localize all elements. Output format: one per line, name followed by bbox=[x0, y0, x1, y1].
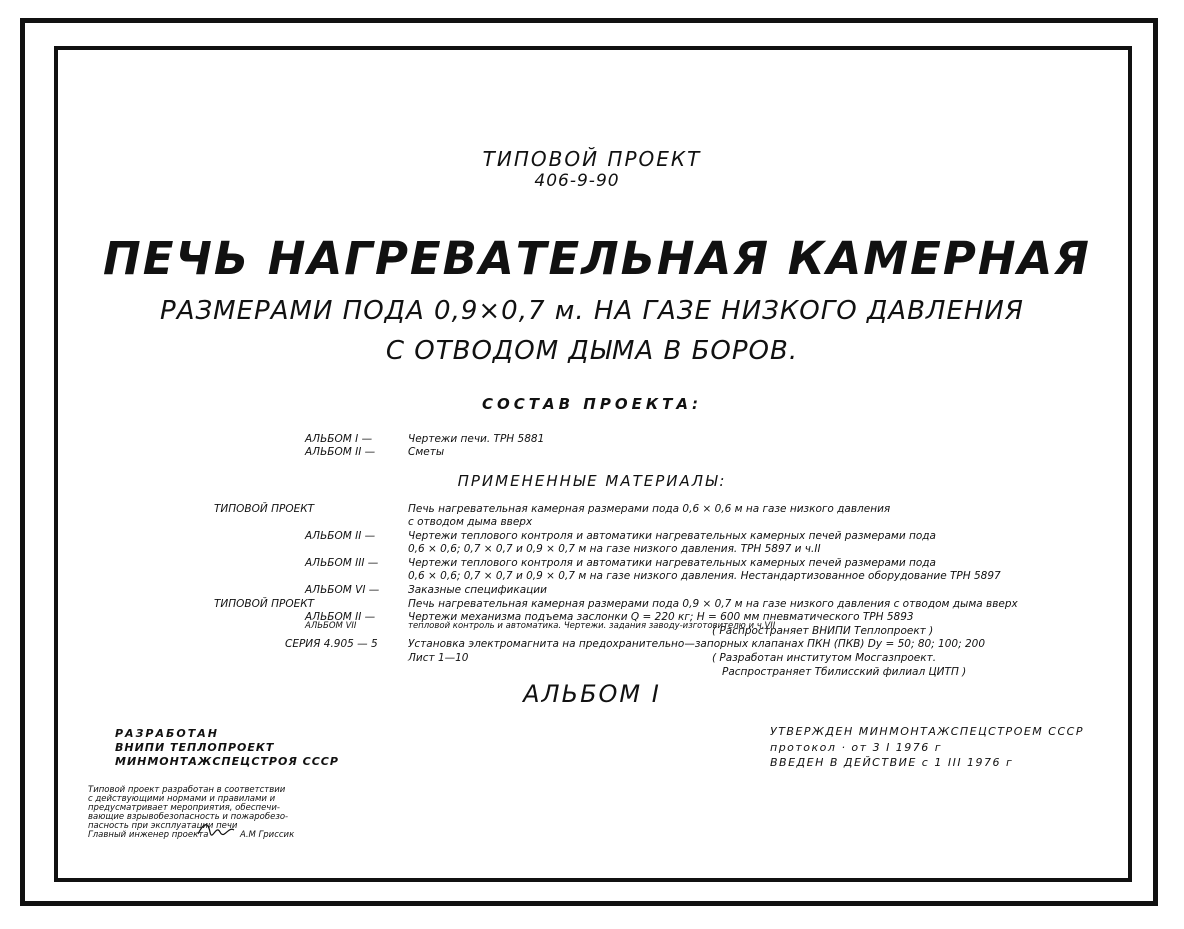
developer-line-1: РАЗРАБОТАН bbox=[115, 727, 219, 740]
materials-text-14: Распространяет Тбилисский филиал ЦИТП ) bbox=[722, 666, 967, 678]
developer-line-2: ВНИПИ ТЕПЛОПРОЕКТ bbox=[115, 741, 275, 754]
materials-label-2: АЛЬБОМ II — bbox=[305, 530, 376, 542]
materials-label-4: АЛЬБОМ III — bbox=[305, 557, 379, 569]
materials-text-8: Чертежи механизма подъема заслонки Q = 220 кг; H = 600 мм пневматического ТРН 5893 bbox=[408, 611, 914, 623]
materials-text-0: Печь нагревательная камерная размерами пода 0,6 × 0,6 м на газе низкого давления bbox=[408, 503, 891, 515]
note-line-3: предусматривает мероприятия, обеспечи- bbox=[88, 803, 280, 813]
materials-label-11: СЕРИЯ 4.905 — 5 bbox=[285, 638, 378, 650]
title-sub1: РАЗМЕРАМИ ПОДА 0,9×0,7 м. НА ГАЗЕ НИЗКОГО ДАВЛЕНИЯ bbox=[160, 296, 1024, 326]
materials-text-3: 0,6 × 0,6; 0,7 × 0,7 и 0,9 × 0,7 м на газе низкого давления. ТРН 5897 и ч.II bbox=[408, 543, 821, 555]
engineer-label: Главный инженер проекта bbox=[88, 830, 209, 840]
note-line-2: с действующими нормами и правилами и bbox=[88, 794, 276, 804]
materials-text-13: ( Разработан институтом Мосгазпроект. bbox=[712, 652, 937, 664]
materials-text-5: 0,6 × 0,6; 0,7 × 0,7 и 0,9 × 0,7 м на газе низкого давления. Нестандартизованное оборудование ТРН 5897 bbox=[408, 570, 1001, 582]
composition-heading: СОСТАВ ПРОЕКТА: bbox=[482, 395, 702, 413]
materials-text-12: Лист 1—10 bbox=[408, 652, 469, 664]
title-main: ПЕЧЬ НАГРЕВАТЕЛЬНАЯ КАМЕРНАЯ bbox=[103, 232, 1091, 285]
note-line-4: вающие взрывобезопасность и пожаробезо- bbox=[88, 812, 289, 822]
developer-line-3: МИНМОНТАЖСПЕЦСТРОЯ СССР bbox=[115, 755, 339, 768]
approval-line-2: протокол · от 3 I 1976 г bbox=[770, 741, 943, 754]
composition-text-1: Чертежи печи. ТРН 5881 bbox=[408, 433, 545, 445]
doc-number: 406-9-90 bbox=[534, 171, 620, 191]
materials-label-9: АЛЬБОМ VII bbox=[305, 621, 357, 631]
composition-label-2: АЛЬБОМ II — bbox=[305, 446, 376, 458]
album-title: АЛЬБОМ I bbox=[523, 680, 661, 708]
materials-text-4: Чертежи теплового контроля и автоматики нагревательных камерных печей размерами пода bbox=[408, 557, 936, 569]
composition-label-1: АЛЬБОМ I — bbox=[305, 433, 373, 445]
signature-mark bbox=[196, 820, 236, 840]
materials-text-2: Чертежи теплового контроля и автоматики нагревательных камерных печей размерами пода bbox=[408, 530, 936, 542]
materials-text-6: Заказные спецификации bbox=[408, 584, 547, 596]
materials-text-7: Печь нагревательная камерная размерами пода 0,9 × 0,7 м на газе низкого давления с отводом дыма вверх bbox=[408, 598, 1018, 610]
title-sub2: С ОТВОДОМ ДЫМА В БОРОВ. bbox=[385, 336, 799, 366]
note-line-5: пасность при эксплуатации печи bbox=[88, 821, 238, 831]
materials-text-10: ( Распространяет ВНИПИ Теплопроект ) bbox=[712, 625, 934, 637]
approval-line-1: УТВЕРЖДЕН МИНМОНТАЖСПЕЦСТРОЕМ СССР bbox=[770, 725, 1084, 738]
composition-text-2: Сметы bbox=[408, 446, 445, 458]
note-line-1: Типовой проект разработан в соответствии bbox=[88, 785, 286, 795]
engineer-name: А.М Гриссик bbox=[240, 830, 295, 840]
materials-label-8: АЛЬБОМ II — bbox=[305, 611, 376, 623]
doc-type: ТИПОВОЙ ПРОЕКТ bbox=[482, 147, 702, 171]
materials-heading: ПРИМЕНЕННЫЕ МАТЕРИАЛЫ: bbox=[457, 472, 727, 490]
materials-text-11: Установка электромагнита на предохранительно—запорных клапанах ПКН (ПКВ) Dу = 50; 80; 100; 200 bbox=[408, 638, 986, 650]
approval-line-3: ВВЕДЕН В ДЕЙСТВИЕ с 1 III 1976 г bbox=[770, 756, 1014, 769]
materials-label-0: ТИПОВОЙ ПРОЕКТ bbox=[214, 503, 315, 515]
materials-label-7: ТИПОВОЙ ПРОЕКТ bbox=[214, 598, 315, 610]
materials-label-6: АЛЬБОМ VI — bbox=[305, 584, 380, 596]
materials-text-9: тепловой контроль и автоматика. Чертежи. задания заводу-изготовителю и ч.VII bbox=[408, 621, 776, 631]
materials-text-1: с отводом дыма вверх bbox=[408, 516, 533, 528]
